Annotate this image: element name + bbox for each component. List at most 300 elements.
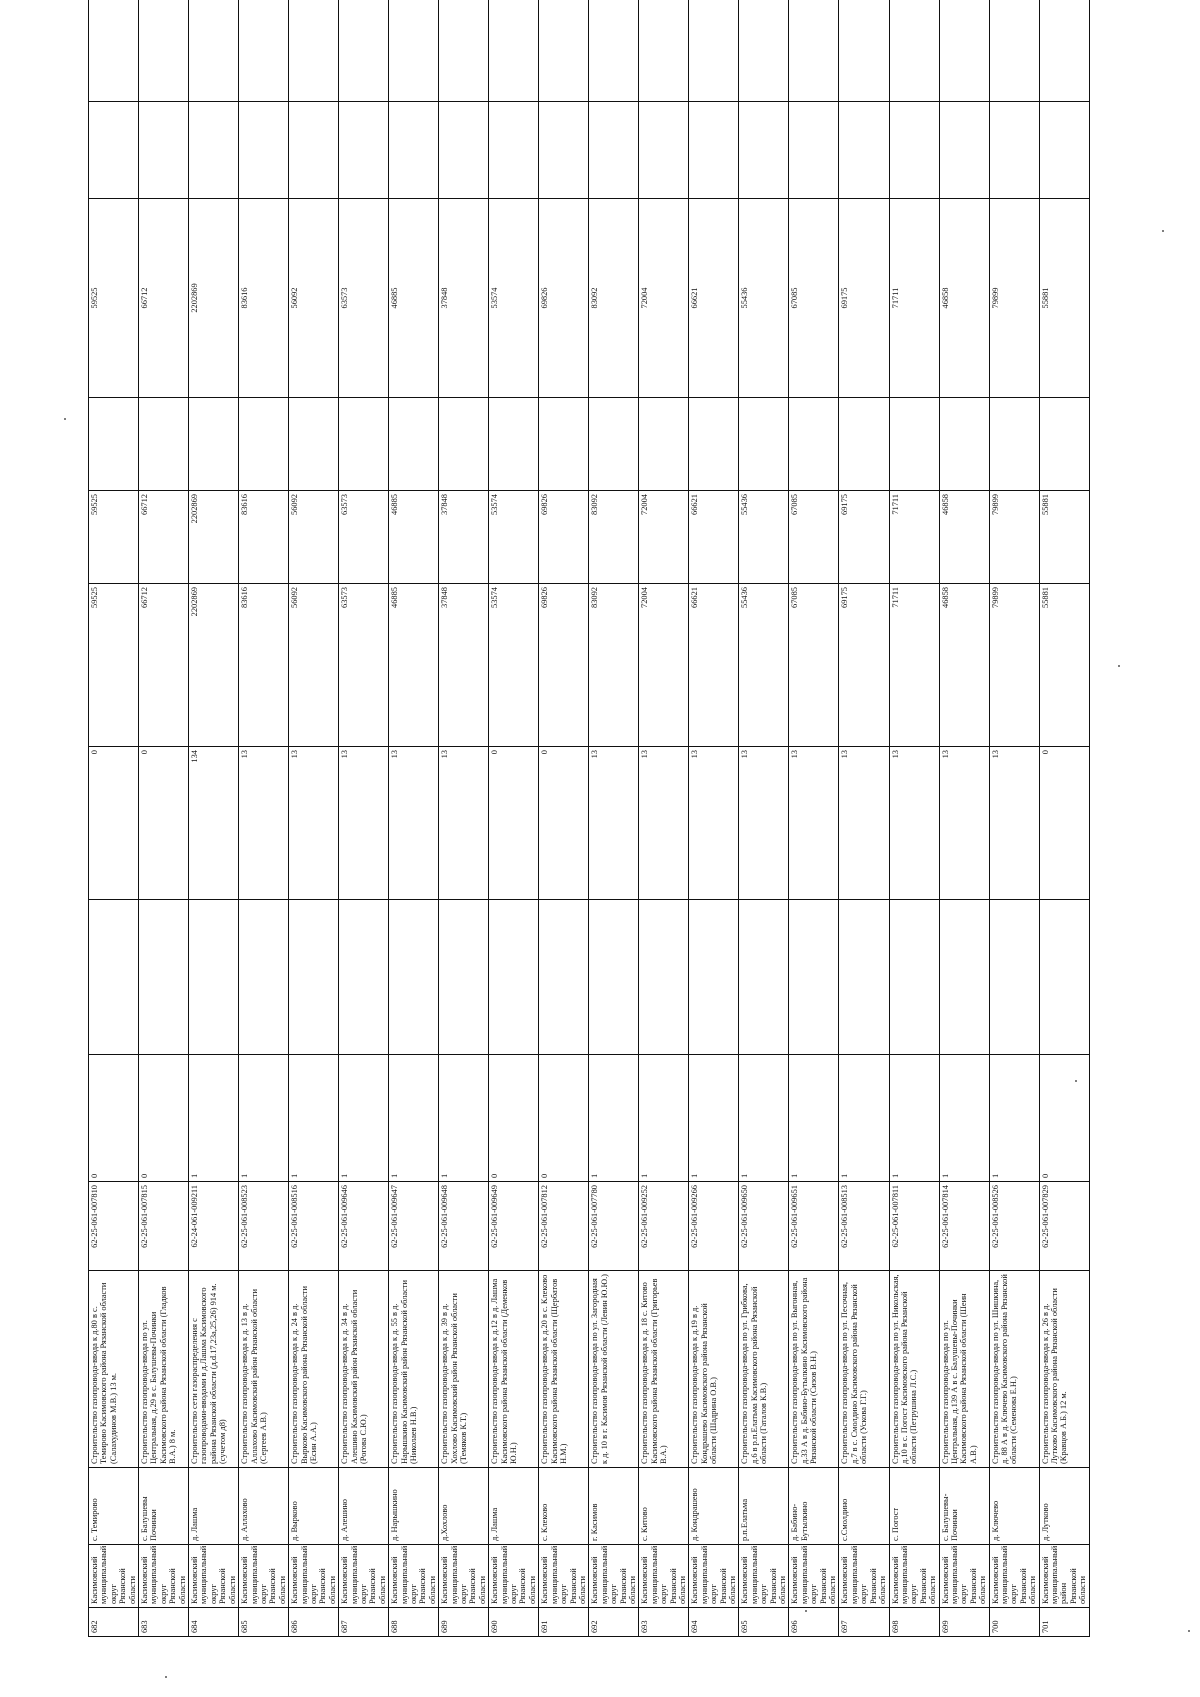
table-row [739, 0, 789, 1637]
empty-cell [539, 398, 589, 491]
funding-cell: 37848 [439, 199, 489, 398]
object-description-cell: Строительство газопровода-ввода к д.19 в д. Кондрашево Касимовского района Рязанской области (Шадрина О.В.) [689, 1271, 739, 1468]
cost-total-cell: 66712 [139, 584, 189, 747]
table-row [139, 0, 189, 1637]
table-row [339, 0, 389, 1637]
row-number: 687 [339, 1608, 389, 1637]
cost-cell: 53574 [489, 491, 539, 584]
empty-cell [189, 398, 239, 491]
quantity-cell: 0 [539, 1055, 589, 1182]
empty-cell [989, 900, 1039, 1055]
registry-number-cell: 62-25-061-007829 [1039, 1182, 1089, 1271]
cost-total-cell: 83092 [589, 584, 639, 747]
empty-cell [389, 398, 439, 491]
table-row [639, 0, 689, 1637]
object-description-cell: Строительство газопровода-ввода к д. 39 в д. Хохлово Касимовский район Рязанской области (Темяков К.Т.) [439, 1271, 489, 1468]
object-description-cell: Строительство газопровода-ввода по ул. Грибкова, д.6 в р.п.Елатьма Касимовского района Рязанской области (Гаталов К.В.) [739, 1271, 789, 1468]
registry-number-cell: 62-25-061-008526 [989, 1182, 1039, 1271]
cost-cell: 71711 [889, 491, 939, 584]
empty-cell [489, 102, 539, 199]
locality-cell: д.Хохлово [439, 1468, 489, 1545]
municipality-cell: Касимовский муниципальный округ Рязанской области [89, 1545, 139, 1608]
empty-cell [139, 0, 189, 102]
row-number: 688 [389, 1608, 439, 1637]
funding-cell: 59525 [89, 199, 139, 398]
row-number: 691 [539, 1608, 589, 1637]
funding-cell: 63573 [339, 199, 389, 398]
cost-cell: 66712 [139, 491, 189, 584]
locality-cell: с. Темирово [89, 1468, 139, 1545]
empty-cell [289, 0, 339, 102]
quantity-cell: 1 [589, 1055, 639, 1182]
register-table [88, 0, 1090, 1637]
table-row [1039, 0, 1089, 1637]
empty-cell [989, 0, 1039, 102]
empty-cell [389, 900, 439, 1055]
empty-cell [939, 900, 989, 1055]
object-description-cell: Строительство газопровода-ввода по ул. Песочная, д.7 в с. Смолдино Касимовского района Рязанской области (Ускова Г.Г.) [839, 1271, 889, 1468]
object-description-cell: Строительство газопровода-ввода к д.12 в д. Лашма Касимовского района Рязанской области (Деменков Ю.Н.) [489, 1271, 539, 1468]
quantity-cell: 1 [989, 1055, 1039, 1182]
row-number: 686 [289, 1608, 339, 1637]
empty-cell [539, 102, 589, 199]
cost-total-cell: 69175 [839, 584, 889, 747]
object-description-cell: Строительство газопровода-ввода к д. 24 в д. Вырково Касимовского района Рязанской области (Есин А.А.) [289, 1271, 339, 1468]
municipality-cell: Касимовский муниципальный округ Рязанской области [989, 1545, 1039, 1608]
cost-cell: 69175 [839, 491, 889, 584]
cost-cell: 56092 [289, 491, 339, 584]
scan-speck [165, 1676, 167, 1678]
scan-speck [64, 418, 66, 420]
row-number: 699 [939, 1608, 989, 1637]
length-cell: 13 [739, 747, 789, 900]
funding-cell: 53574 [489, 199, 539, 398]
locality-cell: д. Лашма [489, 1468, 539, 1545]
cost-cell: 37848 [439, 491, 489, 584]
registry-number-cell: 62-25-061-007815 [139, 1182, 189, 1271]
quantity-cell: 0 [489, 1055, 539, 1182]
length-cell: 13 [389, 747, 439, 900]
object-description-cell: Строительство газопровода-ввода по ул. Никольская, д.10 в с. Погост Касимовского района Рязанской области (Петрушина Л.С.) [889, 1271, 939, 1468]
table-row [789, 0, 839, 1637]
quantity-cell: 1 [189, 1055, 239, 1182]
funding-cell: 46858 [939, 199, 989, 398]
registry-number-cell: 62-25-061-008516 [289, 1182, 339, 1271]
row-number: 690 [489, 1608, 539, 1637]
locality-cell: д. Ключево [989, 1468, 1039, 1545]
length-cell: 13 [589, 747, 639, 900]
empty-cell [589, 900, 639, 1055]
table-row [489, 0, 539, 1637]
empty-cell [289, 900, 339, 1055]
registry-number-cell: 62-25-061-009651 [789, 1182, 839, 1271]
row-number: 701 [1039, 1608, 1089, 1637]
cost-cell: 83616 [239, 491, 289, 584]
quantity-cell: 1 [639, 1055, 689, 1182]
empty-cell [739, 0, 789, 102]
municipality-cell: Касимовский муниципальный округ Рязанской области [589, 1545, 639, 1608]
locality-cell: г. Касимов [589, 1468, 639, 1545]
quantity-cell: 0 [89, 1055, 139, 1182]
object-description-cell: Строительство газопровода-ввода к д. 18 с. Китово Касимовского района Рязанской области (Григорьев В.А.) [639, 1271, 689, 1468]
cost-total-cell: 66621 [689, 584, 739, 747]
empty-cell [89, 102, 139, 199]
object-description-cell: Строительство газопровода-ввода к д.20 в с. Клеково Касимовского района Рязанской области (Щербатов Н.М.) [539, 1271, 589, 1468]
row-number: 693 [639, 1608, 689, 1637]
empty-cell [239, 102, 289, 199]
municipality-cell: Касимовский муниципальный округ Рязанской области [689, 1545, 739, 1608]
municipality-cell: Касимовский муниципальный округ Рязанской области [339, 1545, 389, 1608]
empty-cell [589, 0, 639, 102]
empty-cell [89, 900, 139, 1055]
locality-cell: с. Клеково [539, 1468, 589, 1545]
funding-cell: 83616 [239, 199, 289, 398]
empty-cell [889, 900, 939, 1055]
scan-speck [1075, 1080, 1077, 1082]
funding-cell: 55881 [1039, 199, 1089, 398]
cost-total-cell: 46858 [939, 584, 989, 747]
quantity-cell: 1 [839, 1055, 889, 1182]
row-number: 697 [839, 1608, 889, 1637]
funding-cell: 72004 [639, 199, 689, 398]
row-number: 692 [589, 1608, 639, 1637]
cost-cell: 83092 [589, 491, 639, 584]
empty-cell [289, 398, 339, 491]
locality-cell: р.п.Елатьма [739, 1468, 789, 1545]
object-description-cell: Строительство газопровода-ввода по ул. Шишкина, д. 88 А в д. Ключево Касимовского района Рязанской области (Семенова Е.Н.) [989, 1271, 1039, 1468]
quantity-cell: 1 [389, 1055, 439, 1182]
funding-cell: 83092 [589, 199, 639, 398]
cost-total-cell: 71711 [889, 584, 939, 747]
empty-cell [739, 900, 789, 1055]
quantity-cell: 1 [339, 1055, 389, 1182]
object-description-cell: Строительство газопровода-ввода по ул. Загородная к д. 10 в г. Касимов Рязанской области (Левин Ю.Ю.) [589, 1271, 639, 1468]
quantity-cell: 1 [939, 1055, 989, 1182]
empty-cell [889, 102, 939, 199]
empty-cell [489, 900, 539, 1055]
empty-cell [589, 398, 639, 491]
municipality-cell: Касимовский муниципальный округ Рязанской области [439, 1545, 489, 1608]
empty-cell [639, 102, 689, 199]
funding-cell: 69826 [539, 199, 589, 398]
empty-cell [939, 0, 989, 102]
empty-cell [139, 900, 189, 1055]
funding-cell: 79899 [989, 199, 1039, 398]
row-number: 695 [739, 1608, 789, 1637]
length-cell: 13 [989, 747, 1039, 900]
length-cell: 13 [889, 747, 939, 900]
cost-total-cell: 59525 [89, 584, 139, 747]
table-row [189, 0, 239, 1637]
funding-cell: 66712 [139, 199, 189, 398]
municipality-cell: Касимовский муниципальный район Рязанской области [1039, 1545, 1089, 1608]
length-cell: 0 [539, 747, 589, 900]
registry-number-cell: 62-25-061-007780 [589, 1182, 639, 1271]
empty-cell [1039, 102, 1089, 199]
empty-cell [739, 102, 789, 199]
row-number: 694 [689, 1608, 739, 1637]
rotated-table-wrapper [88, 59, 1088, 1637]
empty-cell [139, 102, 189, 199]
municipality-cell: Касимовский муниципальный округ Рязанской области [739, 1545, 789, 1608]
locality-cell: с. Балушевы-Починки [939, 1468, 989, 1545]
locality-cell: д. Аллахово [239, 1468, 289, 1545]
municipality-cell: Касимовский муниципальный округ Рязанской области [539, 1545, 589, 1608]
cost-total-cell: 69826 [539, 584, 589, 747]
municipality-cell: Касимовский муниципальный округ Рязанской области [139, 1545, 189, 1608]
empty-cell [789, 102, 839, 199]
locality-cell: с. Балушевы Починки [139, 1468, 189, 1545]
registry-number-cell: 62-25-061-009252 [639, 1182, 689, 1271]
cost-cell: 55881 [1039, 491, 1089, 584]
locality-cell: д. Бабино-Бутылкино [789, 1468, 839, 1545]
cost-total-cell: 72004 [639, 584, 689, 747]
registry-number-cell: 62-25-061-007810 [89, 1182, 139, 1271]
empty-cell [489, 0, 539, 102]
scan-speck [1118, 665, 1120, 667]
locality-cell: д. Кондрашево [689, 1468, 739, 1545]
cost-cell: 2202869 [189, 491, 239, 584]
cost-cell: 67085 [789, 491, 839, 584]
quantity-cell: 0 [139, 1055, 189, 1182]
empty-cell [839, 398, 889, 491]
funding-cell: 55436 [739, 199, 789, 398]
quantity-cell: 1 [789, 1055, 839, 1182]
funding-cell: 69175 [839, 199, 889, 398]
object-description-cell: Строительство газопровода-ввода к д. 55 в д. Нарышкино Касимовский район Рязанской области (Николаев Н.В.) [389, 1271, 439, 1468]
empty-cell [1039, 900, 1089, 1055]
empty-cell [589, 102, 639, 199]
table-row [689, 0, 739, 1637]
municipality-cell: Касимовский муниципальный округ Рязанской области [489, 1545, 539, 1608]
empty-cell [239, 398, 289, 491]
cost-total-cell: 63573 [339, 584, 389, 747]
empty-cell [739, 398, 789, 491]
cost-total-cell: 2202869 [189, 584, 239, 747]
row-number: 684 [189, 1608, 239, 1637]
funding-cell: 66621 [689, 199, 739, 398]
locality-cell: с.Смолдино [839, 1468, 889, 1545]
quantity-cell: 1 [239, 1055, 289, 1182]
length-cell: 13 [439, 747, 489, 900]
object-description-cell: Строительство газопровода-ввода по ул. Центральная, д.29 в с. Балушевы-Починки Касимовского района Рязанской области (Гладков В.А.) 8 м. [139, 1271, 189, 1468]
length-cell: 13 [639, 747, 689, 900]
locality-cell: д. Вырково [289, 1468, 339, 1545]
quantity-cell: 1 [439, 1055, 489, 1182]
empty-cell [989, 102, 1039, 199]
municipality-cell: Касимовский муниципальный округ Рязанской области [789, 1545, 839, 1608]
locality-cell: д. Алешино [339, 1468, 389, 1545]
length-cell: 0 [89, 747, 139, 900]
table-row [89, 0, 139, 1637]
empty-cell [639, 0, 689, 102]
funding-cell: 46885 [389, 199, 439, 398]
row-number: 698 [889, 1608, 939, 1637]
registry-number-cell: 62-24-061-009211 [189, 1182, 239, 1271]
length-cell: 13 [789, 747, 839, 900]
empty-cell [989, 398, 1039, 491]
scan-speck [1188, 1630, 1190, 1632]
row-number: 685 [239, 1608, 289, 1637]
cost-total-cell: 55881 [1039, 584, 1089, 747]
cost-cell: 59525 [89, 491, 139, 584]
funding-cell: 2202869 [189, 199, 239, 398]
empty-cell [239, 900, 289, 1055]
length-cell: 0 [139, 747, 189, 900]
empty-cell [189, 0, 239, 102]
empty-cell [389, 102, 439, 199]
cost-cell: 55436 [739, 491, 789, 584]
cost-cell: 46885 [389, 491, 439, 584]
cost-total-cell: 46885 [389, 584, 439, 747]
registry-number-cell: 62-25-061-009648 [439, 1182, 489, 1271]
empty-cell [839, 102, 889, 199]
quantity-cell: 1 [289, 1055, 339, 1182]
row-number: 683 [139, 1608, 189, 1637]
funding-cell: 67085 [789, 199, 839, 398]
empty-cell [239, 0, 289, 102]
cost-cell: 79899 [989, 491, 1039, 584]
empty-cell [339, 0, 389, 102]
empty-cell [439, 0, 489, 102]
registry-number-cell: 62-25-061-007812 [539, 1182, 589, 1271]
cost-total-cell: 56092 [289, 584, 339, 747]
table-row [989, 0, 1039, 1637]
empty-cell [639, 398, 689, 491]
cost-total-cell: 53574 [489, 584, 539, 747]
cost-cell: 63573 [339, 491, 389, 584]
empty-cell [439, 102, 489, 199]
cost-total-cell: 37848 [439, 584, 489, 747]
length-cell: 13 [839, 747, 889, 900]
registry-number-cell: 62-25-061-009646 [339, 1182, 389, 1271]
empty-cell [839, 900, 889, 1055]
object-description-cell: Строительство сети газораспределения с газопроводами-вводами в д.Лашма Касимовского района Рязанской области (д.d.17,23а,25,26) 914 м. (сучетом д8) [189, 1271, 239, 1468]
empty-cell [1039, 0, 1089, 102]
registry-number-cell: 62-25-061-008523 [239, 1182, 289, 1271]
empty-cell [139, 398, 189, 491]
table-row [939, 0, 989, 1637]
municipality-cell: Касимовский муниципальный округ Рязанской области [389, 1545, 439, 1608]
empty-cell [889, 0, 939, 102]
empty-cell [539, 900, 589, 1055]
municipality-cell: Касимовский муниципальный округ Рязанской области [189, 1545, 239, 1608]
table-row [889, 0, 939, 1637]
empty-cell [689, 102, 739, 199]
municipality-cell: Касимовский муниципальный округ Рязанской области [239, 1545, 289, 1608]
table-row [289, 0, 339, 1637]
empty-cell [939, 102, 989, 199]
cost-total-cell: 83616 [239, 584, 289, 747]
empty-cell [339, 102, 389, 199]
table-row [389, 0, 439, 1637]
object-description-cell: Строительство газопровода-ввода по ул. Центральная, д.139 А в с. Балушевы-Починки Касимовского района Рязанской области (Шеин А.В.) [939, 1271, 989, 1468]
empty-cell [339, 398, 389, 491]
funding-cell: 56092 [289, 199, 339, 398]
object-description-cell: Строительство газопровода-ввода к д. 34 в д. Алешино Касимовский район Рязанской области (Рогова С.Ю.) [339, 1271, 389, 1468]
register-table-body [89, 0, 1090, 1637]
empty-cell [839, 0, 889, 102]
object-description-cell: Строительство газопровода-ввода к д. 13 в д. Аллахово Касимовский район Рязанской области (Сергеев А.В.) [239, 1271, 289, 1468]
empty-cell [539, 0, 589, 102]
empty-cell [789, 398, 839, 491]
table-row [439, 0, 489, 1637]
empty-cell [339, 900, 389, 1055]
cost-cell: 66621 [689, 491, 739, 584]
object-description-cell: Строительство газопровода-ввода к д.80 в с. Темирово Касимовского района Рязанской области (Салахудинов М.В.) 13 м. [89, 1271, 139, 1468]
length-cell: 13 [689, 747, 739, 900]
empty-cell [1039, 398, 1089, 491]
row-number: 696 [789, 1608, 839, 1637]
row-number: 682 [89, 1608, 139, 1637]
cost-total-cell: 67085 [789, 584, 839, 747]
cost-total-cell: 55436 [739, 584, 789, 747]
empty-cell [689, 0, 739, 102]
empty-cell [789, 0, 839, 102]
funding-cell: 71711 [889, 199, 939, 398]
empty-cell [389, 0, 439, 102]
municipality-cell: Касимовский муниципальный округ Рязанской области [639, 1545, 689, 1608]
empty-cell [939, 398, 989, 491]
length-cell: 13 [339, 747, 389, 900]
quantity-cell: 1 [889, 1055, 939, 1182]
empty-cell [439, 900, 489, 1055]
empty-cell [439, 398, 489, 491]
cost-cell: 69826 [539, 491, 589, 584]
empty-cell [89, 0, 139, 102]
registry-number-cell: 62-25-061-008513 [839, 1182, 889, 1271]
cost-cell: 46858 [939, 491, 989, 584]
empty-cell [189, 900, 239, 1055]
locality-cell: д. Лутково [1039, 1468, 1089, 1545]
registry-number-cell: 62-25-061-009266 [689, 1182, 739, 1271]
locality-cell: д. Нарышкино [389, 1468, 439, 1545]
scan-speck [805, 1610, 807, 1612]
quantity-cell: 1 [739, 1055, 789, 1182]
empty-cell [689, 398, 739, 491]
municipality-cell: Касимовский муниципальный округ Рязанской области [939, 1545, 989, 1608]
municipality-cell: Касимовский муниципальный округ Рязанской области [289, 1545, 339, 1608]
registry-number-cell: 62-25-061-009650 [739, 1182, 789, 1271]
registry-number-cell: 62-25-061-007814 [939, 1182, 989, 1271]
locality-cell: д. Лашма [189, 1468, 239, 1545]
scan-speck [1162, 230, 1164, 232]
empty-cell [789, 900, 839, 1055]
row-number: 689 [439, 1608, 489, 1637]
length-cell: 13 [939, 747, 989, 900]
locality-cell: с. Погост [889, 1468, 939, 1545]
length-cell: 134 [189, 747, 239, 900]
quantity-cell: 1 [689, 1055, 739, 1182]
cost-total-cell: 79899 [989, 584, 1039, 747]
length-cell: 0 [489, 747, 539, 900]
municipality-cell: Касимовский муниципальный округ Рязанской области [839, 1545, 889, 1608]
empty-cell [689, 900, 739, 1055]
registry-number-cell: 62-25-061-009649 [489, 1182, 539, 1271]
table-row [539, 0, 589, 1637]
empty-cell [889, 398, 939, 491]
empty-cell [489, 398, 539, 491]
locality-cell: с. Китово [639, 1468, 689, 1545]
empty-cell [289, 102, 339, 199]
empty-cell [639, 900, 689, 1055]
empty-cell [89, 398, 139, 491]
object-description-cell: Строительство газопровода-ввода к д. 26 в д. Лутково Касимовского района Рязанской области (Кравцов А.Б.) 12 м. [1039, 1271, 1089, 1468]
length-cell: 13 [239, 747, 289, 900]
length-cell: 13 [289, 747, 339, 900]
length-cell: 0 [1039, 747, 1089, 900]
empty-cell [189, 102, 239, 199]
